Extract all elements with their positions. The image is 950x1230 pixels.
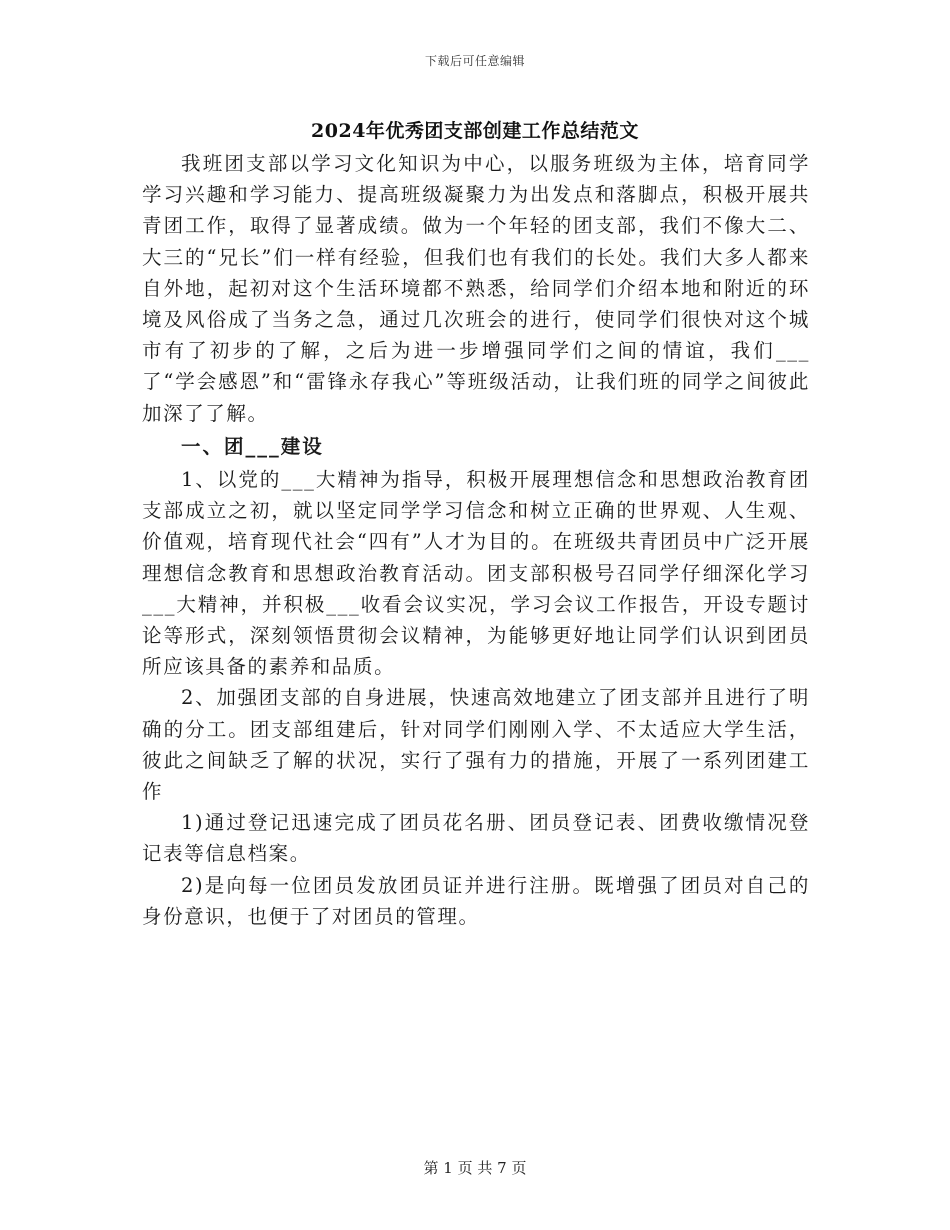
- sub-item-paragraph-2: 2)是向每一位团员发放团员证并进行注册。既增强了团员对自己的身份意识，也便于了对团员的管理。: [142, 873, 810, 928]
- item-paragraph-1: 1、以党的___大精神为指导，积极开展理想信念和思想政治教育团支部成立之初，就以坚定同学学习信念和树立正确的世界观、人生观、价值观，培育现代社会“四有”人才为目的。在班级共青团员中广泛开展理想信念教育和思想政治教育活动。团支部积极号召同学仔细深化学习___大精神，并积极___收看会议实况，学习会议工作报告，开设专题讨论等形式，深刻领悟贯彻会议精神，为能够更好地让同学们认识到团员所应该具备的素养和品质。: [142, 468, 810, 679]
- page-footer: 第 1 页 共 7 页: [423, 1159, 527, 1177]
- document-title: 2024年优秀团支部创建工作总结范文: [311, 120, 639, 142]
- intro-paragraph: 我班团支部以学习文化知识为中心，以服务班级为主体，培育同学学习兴趣和学习能力、提高班级凝聚力为出发点和落脚点，积极开展共青团工作，取得了显著成绩。做为一个年轻的团支部，我们不像大二、大三的“兄长”们一样有经验，但我们也有我们的长处。我们大多人都来自外地，起初对这个生活环境都不熟悉，给同学们介绍本地和附近的环境及风俗成了当务之急，通过几次班会的进行，使同学们很快对这个城市有了初步的了解，之后为进一步增强同学们之间的情谊，我们___了“学会感恩”和“雷锋永存我心”等班级活动，让我们班的同学之间彼此加深了了解。: [142, 152, 810, 425]
- item-paragraph-2: 2、加强团支部的自身进展，快速高效地建立了团支部并且进行了明确的分工。团支部组建后，针对同学们刚刚入学、不太适应大学生活，彼此之间缺乏了解的状况，实行了强有力的措施，开展了一系列团建工作: [142, 686, 810, 804]
- section-heading: 一、团___建设: [181, 434, 324, 458]
- sub-item-paragraph-1: 1)通过登记迅速完成了团员花名册、团员登记表、团费收缴情况登记表等信息档案。: [142, 811, 810, 866]
- page-header-note: 下载后可任意编辑: [424, 54, 525, 68]
- document-body: [142, 148, 810, 932]
